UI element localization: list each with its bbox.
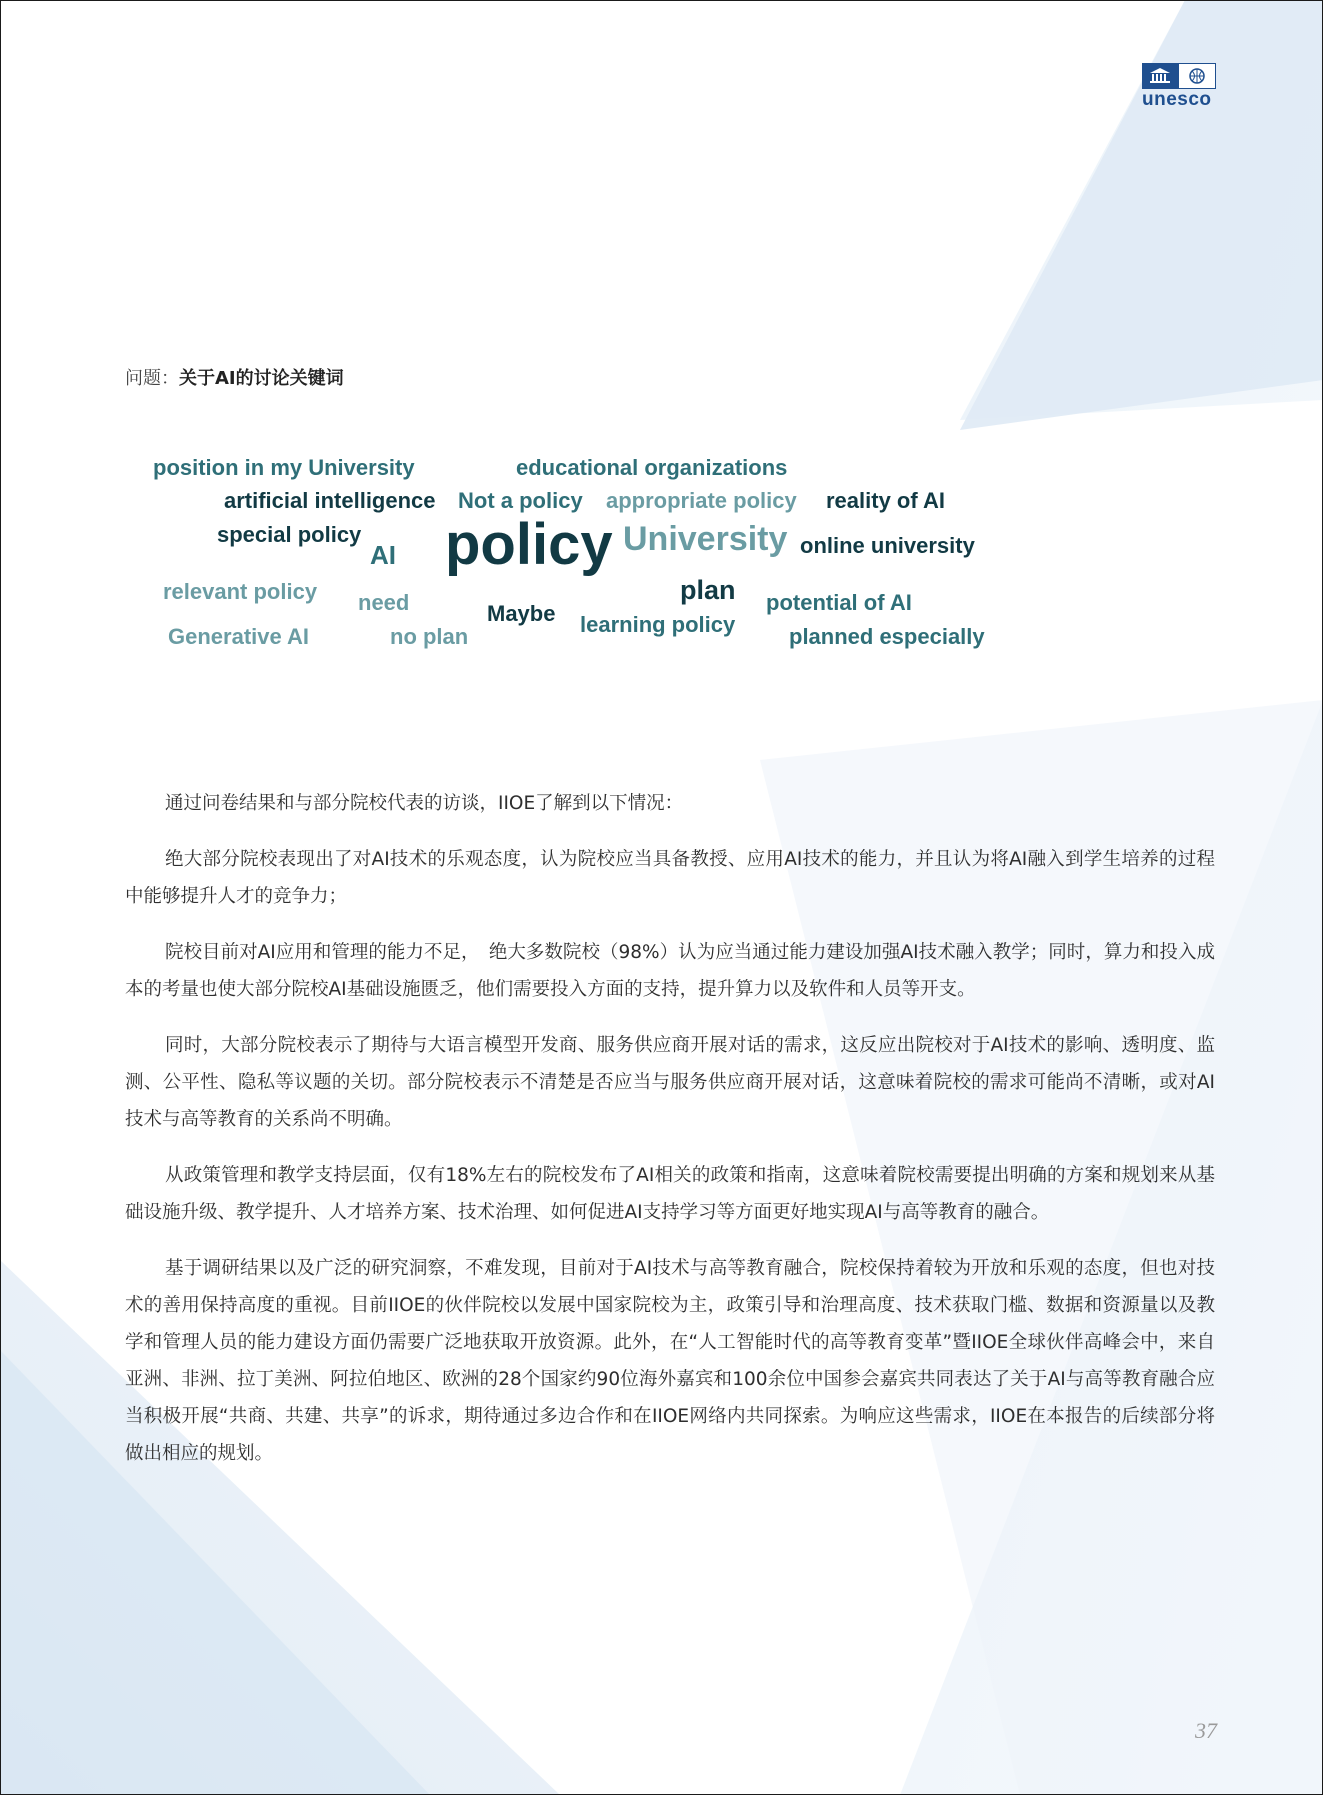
word-cloud <box>140 442 1032 686</box>
page-number: 37 <box>1195 1718 1217 1743</box>
unesco-logo <box>1142 63 1222 113</box>
cloud-word: appropriate policy <box>606 488 797 513</box>
cloud-word: reality of AI <box>826 488 945 513</box>
cloud-word: Generative AI <box>168 624 310 649</box>
cloud-word: University <box>623 520 788 558</box>
globe-icon <box>1178 63 1216 89</box>
cloud-word: position in my University <box>153 455 415 480</box>
unesco-wordmark: unesco <box>1142 89 1212 110</box>
cloud-word: Maybe <box>487 601 556 626</box>
cloud-word: learning policy <box>580 612 736 637</box>
figure-caption <box>125 364 344 390</box>
cloud-word: planned especially <box>789 624 985 649</box>
caption-title: 关于AI的讨论关键词 <box>179 368 344 389</box>
cloud-word: online university <box>800 533 975 558</box>
body-paragraph: 院校目前对AI应用和管理的能力不足， 绝大多数院校（98%）认为应当通过能力建设加强AI技术融入教学；同时，算力和投入成本的考量也使大部分院校AI基础设施匮乏，他们需要投入方面的支持，提升算力以及软件和人员等开支。 <box>125 942 1215 1000</box>
body-paragraph: 同时，大部分院校表示了期待与大语言模型开发商、服务供应商开展对话的需求，这反应出院校对于AI技术的影响、透明度、监测、公平性、隐私等议题的关切。部分院校表示不清楚是否应当与服务供应商开展对话，这意味着院校的需求可能尚不清晰，或对AI技术与高等教育的关系尚不明确。 <box>125 1035 1215 1130</box>
caption-label: 问题： <box>125 368 179 389</box>
cloud-word: educational organizations <box>516 455 788 480</box>
cloud-word: need <box>358 590 410 615</box>
cloud-word: policy <box>445 512 613 577</box>
cloud-word: plan <box>680 575 736 605</box>
cloud-word: relevant policy <box>163 579 318 604</box>
cloud-word: no plan <box>390 624 469 649</box>
body-paragraph: 从政策管理和教学支持层面，仅有18%左右的院校发布了AI相关的政策和指南，这意味着院校需要提出明确的方案和规划来从基础设施升级、教学提升、人才培养方案、技术治理、如何促进AI支持学习等方面更好地实现AI与高等教育的融合。 <box>125 1165 1215 1223</box>
cloud-word: special policy <box>217 522 362 547</box>
temple-icon <box>1142 63 1178 89</box>
cloud-word: artificial intelligence <box>224 488 436 513</box>
cloud-word: Not a policy <box>458 488 583 513</box>
intro-paragraph: 通过问卷结果和与部分院校代表的访谈，IIOE了解到以下情况： <box>165 793 684 814</box>
cloud-word: potential of AI <box>766 590 912 615</box>
body-paragraph: 绝大部分院校表现出了对AI技术的乐观态度，认为院校应当具备教授、应用AI技术的能力，并且认为将AI融入到学生培养的过程中能够提升人才的竞争力； <box>125 849 1215 907</box>
body-paragraph: 基于调研结果以及广泛的研究洞察，不难发现，目前对于AI技术与高等教育融合，院校保持着较为开放和乐观的态度，但也对技术的善用保持高度的重视。目前IIOE的伙伴院校以发展中国家院校为主，政策引导和治理高度、技术获取门槛、数据和资源量以及教学和管理人员的能力建设方面仍需要广泛地获取开放资源。此外，在“人工智能时代的高等教育变革”暨IIOE全球伙伴高峰会中，来自亚洲、非洲、拉丁美洲、阿拉伯地区、欧洲的28个国家约90位海外嘉宾和100余位中国参会嘉宾共同表达了关于AI与高等教育融合应当积极开展“共商、共建、共享”的诉求，期待通过多边合作和在IIOE网络内共同探索。为响应这些需求，IIOE在本报告的后续部分将做出相应的规划。 <box>125 1258 1215 1464</box>
cloud-word: AI <box>370 540 396 570</box>
